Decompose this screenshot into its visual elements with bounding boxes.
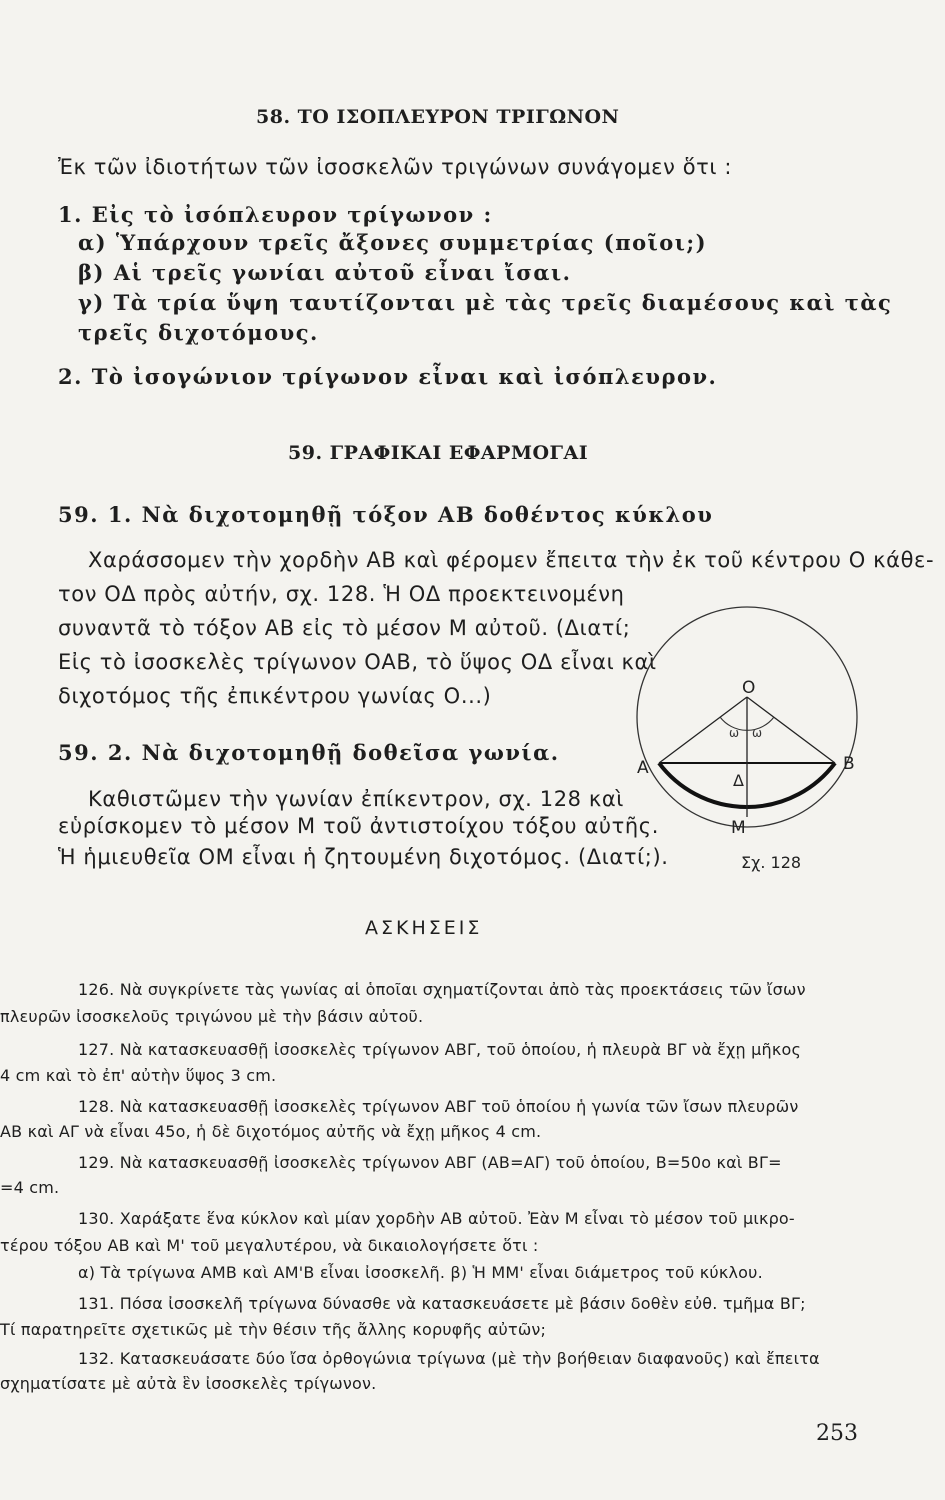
page-number: 253: [816, 1421, 858, 1446]
label-B: B: [843, 754, 855, 774]
label-M: M: [731, 818, 746, 838]
sub2-line-2: εὑρίσκομεν τὸ μέσον Μ τοῦ ἀντιστοίχου τόξου αὐτῆς.: [58, 814, 659, 838]
exercise-line: σχηματίσατε μὲ αὐτὰ ἓν ἰσοσκελὲς τρίγωνον.: [0, 1374, 377, 1393]
figure-128: [625, 585, 885, 885]
sub1-line-4: Εἰς τὸ ἰσοσκελὲς τρίγωνον ΟΑΒ, τὸ ὕψος ΟΔ εἶναι καὶ: [58, 650, 657, 674]
sub2-line-3: Ἡ ἡμιευθεῖα ΟΜ εἶναι ἡ ζητουμένη διχοτόμος. (Διατί;).: [58, 845, 669, 869]
exercise-line: 129. Νὰ κατασκευασθῇ ἰσοσκελὲς τρίγωνον ΑΒΓ (ΑΒ=ΑΓ) τοῦ ὁποίου, Β=50ο καὶ ΒΓ=: [78, 1153, 782, 1172]
exercises-title: ΑΣΚΗΣΕΙΣ: [365, 917, 483, 939]
figure-caption: Σχ. 128: [741, 853, 802, 872]
exercise-line: 132. Κατασκευάσατε δύο ἴσα ὀρθογώνια τρίγωνα (μὲ τὴν βοήθειαν διαφανοῦς) καὶ ἔπειτα: [78, 1349, 820, 1368]
exercise-line: πλευρῶν ἰσοσκελοῦς τριγώνου μὲ τὴν βάσιν αὐτοῦ.: [0, 1007, 424, 1026]
exercise-line: 131. Πόσα ἰσοσκελῆ τρίγωνα δύνασθε νὰ κατασκευάσετε μὲ βάσιν δοθὲν εὐθ. τμῆμα ΒΓ;: [78, 1294, 806, 1313]
subsection-59-2-title: 59. 2. Νὰ διχοτομηθῇ δοθεῖσα γωνία.: [58, 740, 560, 765]
section-59-title: 59. ΓΡΑΦΙΚΑΙ ΕΦΑΡΜΟΓΑΙ: [288, 442, 589, 464]
item-1a: α) Ὑπάρχουν τρεῖς ἄξονες συμμετρίας (ποῖοι;): [78, 230, 708, 255]
sub1-line-1: Χαράσσομεν τὴν χορδὴν ΑΒ καὶ φέρομεν ἔπειτα τὴν ἐκ τοῦ κέντρου Ο κάθε-: [88, 548, 935, 572]
label-O: O: [742, 678, 756, 698]
item-1: 1. Εἰς τὸ ἰσόπλευρον τρίγωνον :: [58, 202, 493, 227]
label-omega-2: ω: [752, 726, 763, 740]
exercise-line: τέρου τόξου ΑΒ καὶ Μ' τοῦ μεγαλυτέρου, νὰ δικαιολογήσετε ὅτι :: [0, 1236, 539, 1255]
item-1b: β) Αἱ τρεῖς γωνίαι αὐτοῦ εἶναι ἴσαι.: [78, 260, 572, 285]
exercise-line: Τί παρατηρεῖτε σχετικῶς μὲ τὴν θέσιν τῆς ἄλλης κορυφῆς αὐτῶν;: [0, 1320, 547, 1339]
exercise-line: ΑΒ καὶ ΑΓ νὰ εἶναι 45ο, ἡ δὲ διχοτόμος αὐτῆς νὰ ἔχῃ μῆκος 4 cm.: [0, 1122, 542, 1141]
sub1-line-2: τον ΟΔ πρὸς αὐτήν, σχ. 128. Ἡ ΟΔ προεκτεινομένη: [58, 582, 625, 606]
sub1-line-5: διχοτόμος τῆς ἐπικέντρου γωνίας Ο...): [58, 684, 492, 708]
sub2-line-1: Καθιστῶμεν τὴν γωνίαν ἐπίκεντρον, σχ. 128 καὶ: [88, 787, 625, 811]
label-D: Δ: [733, 771, 744, 790]
label-A: A: [637, 758, 649, 778]
exercise-line: 4 cm καὶ τὸ ἐπ' αὐτὴν ὕψος 3 cm.: [0, 1066, 277, 1085]
item-1c-line1: γ) Τὰ τρία ὕψη ταυτίζονται μὲ τὰς τρεῖς διαμέσους καὶ τὰς: [78, 290, 893, 315]
exercise-line: 128. Νὰ κατασκευασθῇ ἰσοσκελὲς τρίγωνον ΑΒΓ τοῦ ὁποίου ἡ γωνία τῶν ἴσων πλευρῶν: [78, 1097, 799, 1116]
section-58-intro: Ἐκ τῶν ἰδιοτήτων τῶν ἰσοσκελῶν τριγώνων συνάγομεν ὅτι :: [58, 155, 733, 179]
exercise-line: 126. Νὰ συγκρίνετε τὰς γωνίας αἱ ὁποῖαι σχηματίζονται ἀπὸ τὰς προεκτάσεις τῶν ἴσων: [78, 980, 806, 999]
subsection-59-1-title: 59. 1. Νὰ διχοτομηθῇ τόξον ΑΒ δοθέντος κύκλου: [58, 502, 714, 527]
item-2: 2. Τὸ ἰσογώνιον τρίγωνον εἶναι καὶ ἰσόπλευρον.: [58, 364, 718, 389]
exercise-line: 127. Νὰ κατασκευασθῇ ἰσοσκελὲς τρίγωνον ΑΒΓ, τοῦ ὁποίου, ἡ πλευρὰ ΒΓ νὰ ἔχῃ μῆκος: [78, 1040, 802, 1059]
label-omega-1: ω: [729, 726, 740, 740]
exercise-line: 130. Χαράξατε ἕνα κύκλον καὶ μίαν χορδὴν ΑΒ αὐτοῦ. Ἐὰν Μ εἶναι τὸ μέσον τοῦ μικρο-: [78, 1209, 795, 1228]
sub1-line-3: συναντᾶ τὸ τόξον ΑΒ εἰς τὸ μέσον Μ αὐτοῦ. (Διατί;: [58, 616, 631, 640]
exercise-line: =4 cm.: [0, 1178, 60, 1197]
item-1c-line2: τρεῖς διχοτόμους.: [78, 320, 319, 345]
exercise-line: α) Τὰ τρίγωνα ΑΜΒ καὶ ΑΜ'Β εἶναι ἰσοσκελῆ. β) Ἡ ΜΜ' εἶναι διάμετρος τοῦ κύκλου.: [78, 1263, 763, 1282]
section-58-title: 58. ΤΟ ΙΣΟΠΛΕΥΡΟΝ ΤΡΙΓΩΝΟΝ: [256, 106, 620, 128]
